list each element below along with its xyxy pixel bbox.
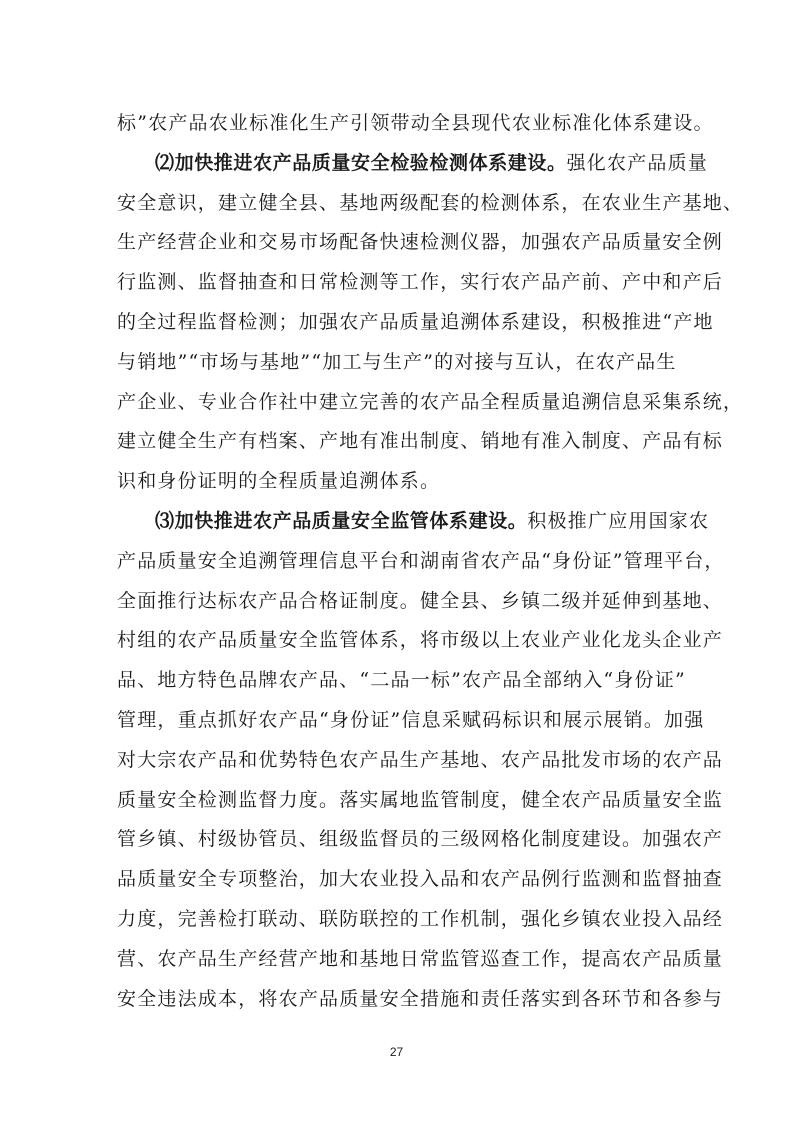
text-line	[117, 621, 724, 661]
line-text: 产企业、专业合作社中建立完善的农产品全程质量追溯信息采集系统，	[117, 390, 744, 413]
body-text	[117, 104, 744, 1019]
line-text: 对大宗农产品和优势特色农产品生产基地、农产品批发市场的农产品	[117, 748, 724, 771]
section-heading: ⑶加快推进农产品质量安全监管体系建设。	[155, 509, 528, 532]
line-text: 积极推广应用国家农	[527, 509, 710, 532]
text-line	[117, 223, 724, 263]
text-line	[117, 661, 686, 701]
text-line	[117, 900, 724, 940]
text-line	[117, 462, 677, 502]
line-text: 村组的农产品质量安全监管体系，将市级以上农业产业化龙头企业产	[117, 629, 724, 652]
line-text: 安全意识，建立健全县、基地两级配套的检测体系，在农业生产基地、	[117, 191, 744, 214]
line-text: 品、地方特色品牌农产品、“二品一标”农产品全部纳入“身份证”	[117, 669, 686, 692]
text-line	[117, 820, 724, 860]
line-text: 与销地”“市场与基地”“加工与生产”的对接与互认，在农产品生	[117, 350, 677, 373]
line-text: 产品质量安全追溯管理信息平台和湖南省农产品“身份证”管理平台，	[117, 549, 725, 572]
line-text: 质量安全检测监督力度。落实属地监管制度，健全农产品质量安全监	[117, 788, 724, 811]
text-line	[117, 184, 744, 224]
line-text: 管理，重点抓好农产品“身份证”信息采赋码标识和展示展销。加强	[117, 708, 705, 731]
text-line	[117, 263, 724, 303]
section-heading-line	[117, 144, 709, 184]
section-heading: ⑵加快推进农产品质量安全检验检测体系建设。	[155, 151, 567, 174]
line-text: 营、农产品生产经营产地和基地日常监管巡查工作，提高农产品质量	[117, 947, 724, 970]
line-text: 的全过程监督检测；加强农产品质量追溯体系建设，积极推进“产地	[117, 310, 714, 333]
line-text: 建立健全生产有档案、产地有准出制度、销地有准入制度、产品有标	[117, 430, 724, 453]
text-line	[117, 860, 724, 900]
text-line	[117, 940, 724, 980]
line-text: 全面推行达标农产品合格证制度。健全县、乡镇二级并延伸到基地、	[117, 589, 724, 612]
line-text: 力度，完善检打联动、联防联控的工作机制，强化乡镇农业投入品经	[117, 907, 724, 930]
text-line	[117, 104, 714, 144]
section-heading-line	[117, 502, 710, 542]
line-text: 品质量安全专项整治，加大农业投入品和农产品例行监测和监督抽查	[117, 868, 724, 891]
text-line	[117, 303, 714, 343]
line-text: 行监测、监督抽查和日常检测等工作，实行农产品产前、产中和产后	[117, 271, 724, 294]
text-line	[117, 741, 724, 781]
line-text: 生产经营企业和交易市场配备快速检测仪器，加强农产品质量安全例	[117, 231, 724, 254]
text-line	[117, 701, 705, 741]
line-text: 强化农产品质量	[566, 151, 709, 174]
text-line	[117, 422, 724, 462]
line-text: 管乡镇、村级协管员、组级监督员的三级网格化制度建设。加强农产	[117, 828, 724, 851]
text-line	[117, 781, 724, 821]
text-line	[117, 542, 725, 582]
page-number: 27	[389, 1045, 404, 1059]
line-text: 安全违法成本，将农产品质量安全措施和责任落实到各环节和各参与	[117, 987, 724, 1010]
line-text: 标”农产品农业标准化生产引领带动全县现代农业标准化体系建设。	[117, 112, 714, 134]
text-line	[117, 343, 677, 383]
text-line	[117, 582, 724, 622]
text-line	[117, 383, 744, 423]
line-text: 识和身份证明的全程质量追溯体系。	[117, 470, 441, 493]
text-line	[117, 980, 724, 1020]
